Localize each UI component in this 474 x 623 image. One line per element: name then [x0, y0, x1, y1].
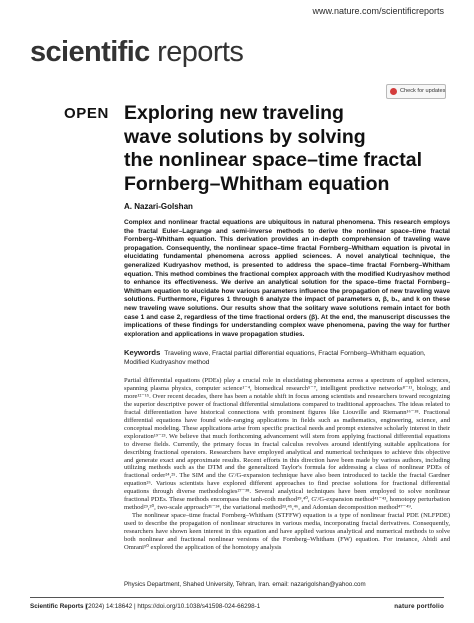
open-access-label: OPEN: [64, 105, 109, 122]
journal-logo-bold: scientific: [30, 36, 150, 68]
footer-divider: [30, 597, 444, 598]
author-name[interactable]: A. Nazari‑Golshan: [124, 202, 193, 211]
check-for-updates-button[interactable]: [386, 84, 446, 99]
footer-citation[interactable]: (2024) 14:18642 | https://doi.org/10.1038/s41598-024-66298-1: [86, 603, 261, 610]
abstract: Complex and nonlinear fractal equations are ubiquitous in natural phenomena. This research employs the fractal Euler–Lagrange and semi‑inverse methods to derive the nonlinear space–time fractal Fornberg–Whitham equation. This derivation provides an in‑depth comprehension of traveling wave propagation. Consequently, the nonlinear space–time fractal Fornberg–Whitham equation is pivotal in elucidating fundamental phenomena across applied sciences. A novel analytical technique, the generalized Kudryashov method, is presented to address the space–time fractal Fornberg–Whitham equation. This method combines the fractional complex approach with the modified Kudryashov method to enhance its effectiveness. We derive an analytical solution for the space–time fractal Fornberg–Whitham equation to elucidate how various parameters influence the propagation of new traveling wave solutions. Furthermore, Figures 1 through 6 analyze the impact of parameters α, β, b₁, and k on these new traveling wave solutions. Our results show that the solitary wave solutions remain intact for both case 1 and case 2, regardless of the time fractional orders (β). At the end, the manuscript discusses the implications of these findings for understanding complex wave phenomena, paving the way for further exploration and applications in wave propagation studies.: [124, 219, 450, 338]
top-bar: [0, 0, 474, 19]
journal-logo-light: reports: [149, 36, 244, 68]
page-footer: [30, 603, 444, 613]
title-line: wave solutions by solving: [124, 125, 366, 148]
title-line: Fornberg–Whitham equation: [124, 172, 390, 195]
title-line: the nonlinear space–time fractal: [124, 149, 423, 171]
keywords-text: Traveling wave, Fractal partial differential equations, Fractal Fornberg–Whitham equation, Modified Kudryashov method: [124, 350, 426, 366]
journal-logo[interactable]: [30, 36, 243, 69]
keywords-label: Keywords: [124, 348, 161, 357]
body-paragraph: The nonlinear space–time fractal Fornberg–Whitham (STFFW) equation is a type of nonlinear fractal PDE (NLFPDE) used to describe the propagation of nonlinear structures in various media, incorporating fractal derivatives. Consequently, researchers have shown keen interest in this equation and have applied various analytical and numerical methods to solve both nonlinear and fractional nonlinear versions of the Fornberg–Whitham (FW) equation. For instance, Abidi and Omrani⁵⁰ explored the application of the homotopy analysis: [124, 512, 450, 552]
article-title: [124, 102, 454, 196]
keywords: [124, 349, 450, 367]
footer-journal: Scientific Reports |: [30, 603, 88, 610]
title-line: Exploring new traveling: [124, 102, 344, 124]
publisher-logo: nature portfolio: [394, 603, 444, 610]
update-icon: [390, 88, 397, 95]
body-paragraph: Partial differential equations (PDEs) play a crucial role in elucidating phenomena across a spectrum of applied sciences, spanning plasma physics, computer science¹⁻⁴, biomedical research⁵⁻⁷, intelligent predictive networks⁸⁻¹¹, biology, and more¹²⁻¹⁵. Over recent decades, there has been a notable shift in focus among scientists and researchers toward recognizing the superior descriptive power of fractional differential simulations compared to traditional approaches. The ideas related to fractal differentiation have historical connections with prominent figures like Liouville and Riemann¹⁶⁻¹⁸. Fractional differential equations have found wide-ranging applications in fields such as mathematics, engineering, science, and conceptual modeling. These applications arise from specific practical needs and prompt extensive scholarly interest in their exploration¹⁹⁻²³. We believe that much forthcoming advancement will stem from applying fractional differential equations to diverse fields. Currently, the primary focus in fractal calculus revolves around identifying suitable applications for describing fractional operators. Researchers have employed analytical and numerical techniques to achieve this objective and generate exact and approximate results. Recent efforts in this direction have been made by various authors, including utilizing methods such as the DTM and the generalized Taylor's formula for addressing a class of nonlinear PDEs of fractional order²⁴,²⁵. The SIM and the G′/G-expansion technique have also been introduced to tackle the fractal Gardner equation²⁶. Various scientists have explored different approaches to find precise solutions for fractional differential equations through diverse methodologies²⁷⁻³⁸. Several analytical techniques have been employed to solve nonlinear fractional PDEs. These methods encompass the tanh-coth method³⁹,⁴⁰, G′/G-expansion method⁴¹⁻⁴³, homotopy perturbation method²⁹,³⁰, two-scale approach³¹⁻³⁴, the variational method³³,⁴⁵,⁴⁶, and Adomian decomposition method⁴⁷⁻⁴⁹.: [124, 377, 450, 512]
affiliation: Physics Department, Shahed University, Tehran, Iran. email: nazarigolshan@yahoo.com: [124, 581, 366, 588]
check-for-updates-label: Check for updates: [400, 88, 446, 94]
journal-url[interactable]: www.nature.com/scientificreports: [312, 6, 444, 16]
body-text: [124, 377, 450, 552]
